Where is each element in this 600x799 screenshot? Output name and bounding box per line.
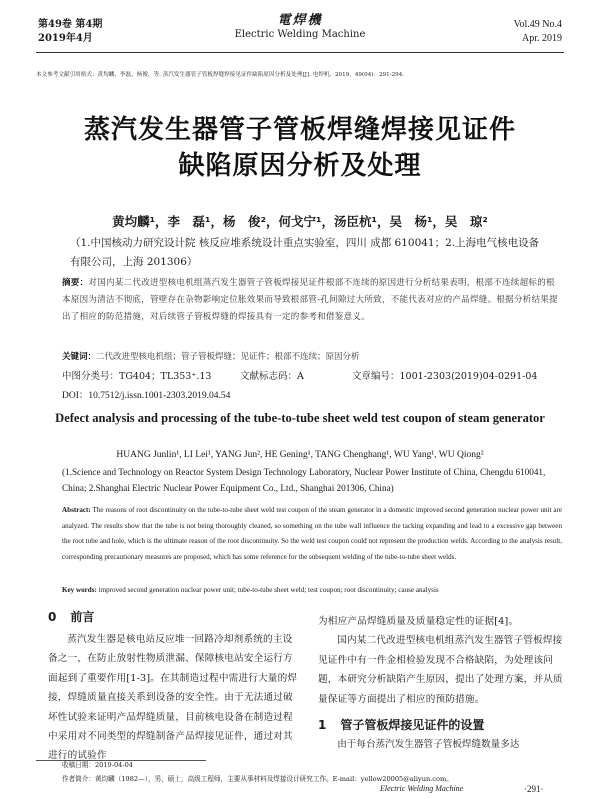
title-en: Defect analysis and processing of the tube-to-tube sheet weld test coupon of steam generator xyxy=(55,411,545,425)
doi: DOI：10.7512/j.issn.1001-2303.2019.04.54 xyxy=(62,391,231,401)
keywords-cn-text: 二代改进型核电机组；管子管板焊缝；见证件；根部不连续；原因分析 xyxy=(96,352,360,362)
header-volume-en-block xyxy=(514,18,562,46)
footnotes xyxy=(62,758,562,786)
clc-number: 中图分类号：TG404；TL353⁺.13 xyxy=(62,371,212,382)
affiliation-en: (1.Science and Technology on Reactor System Design Technology Laboratory, Nuclear Power Institute of China, Chengdu 610041, China; 2.Shanghai Electric Nuclear Power Equipment Co., Ltd., Shanghai 201306, China) xyxy=(62,467,546,493)
received-date: 收稿日期：2019-04-04 xyxy=(62,761,133,769)
abstract-en-text: The reasons of root discontinuity on the tube-to-tube sheet weld test coupon of the steam generator in a domestic improved second generation nuclear power unit are analyzed. The results show that the tube is not being thoroughly cleaned, so something on the tube wall influence the tacking expanding and lead to a excessive gap between the root tube and hole, which is the ultimate reason of the root discontinuity. So the weld test coupon could not represent the production welds. According to the analysis result, corresponding precautionary measures are proposed, which has some reference for the subsequent welding of the tube-to-tube sheet welds. xyxy=(62,506,562,561)
article-number: 文章编号：1001-2303(2019)04-0291-04 xyxy=(352,371,538,382)
abstract-cn xyxy=(62,275,562,326)
header-journal xyxy=(0,14,600,42)
abstract-en-label: Abstract: xyxy=(62,506,91,514)
journal-logo: 電焊機 xyxy=(277,13,323,28)
journal-name-en: Electric Welding Machine xyxy=(234,29,366,40)
abstract-cn-label: 摘要： xyxy=(62,278,89,288)
abstract-en xyxy=(62,503,562,565)
affiliation-cn: （1.中国核动力研究设计院 核反应堆系统设计重点实验室，四川 成都 610041；2.上海电气核电设备有限公司，上海 201306） xyxy=(70,237,540,268)
author-bio: 作者简介：黄均麟（1982—），男，硕士，高级工程师，主要从事材料及焊接设计研究工作。E-mail：yellow20005@aliyun.com。 xyxy=(62,775,453,783)
citation-line: 本文参考文献引用格式：黄均麟，李磊，杨俊，等. 蒸汽发生器管子管板焊缝焊接见证件缺陷原因分析及处理[J]. 电焊机，2019，49(04)：291-294. xyxy=(36,72,405,78)
document-code: 文献标志码：A xyxy=(240,371,304,382)
header-volume-cn: 第49卷 第4期 xyxy=(38,19,103,30)
title-cn-line2: 缺陷原因分析及处理 xyxy=(178,151,422,181)
section-1-para1: 由于每台蒸汽发生器管子管板焊缝数量多达 xyxy=(337,739,520,750)
abstract-cn-text: 对国内某二代改进型核电机组蒸汽发生器管子管板焊接见证件根部不连续的原因进行分析结果表明，根部不连续超标的根本原因为清洁不彻底，管壁存在杂物影响定位胀效果而导致根部管-孔间隙过大所致，不能代表对应的产品焊缝。根据分析结果提出了相应的防范措施，对后续管子管板焊缝的焊接具有一定的参考和借鉴意义。 xyxy=(62,278,558,322)
header-volume-en: Vol.49 No.4 xyxy=(513,19,562,30)
keywords-cn xyxy=(62,349,562,365)
section-0-para1: 蒸汽发生器是核电站反应堆一回路冷却剂系统的主设备之一，在防止放射性物质泄漏、保障核电站安全运行方面起到了重要作用[1-3]。在其制造过程中需进行大量的焊接，焊缝质量直接关系到设备的安全性。由于无法通过破坏性试验来证明产品焊缝质量，目前核电设备在制造过程中采用对不同类型的焊缝制备产品焊接见证件，通过对其进行的试验作 xyxy=(48,634,298,762)
section-0-body-right xyxy=(318,612,564,709)
authors-cn: 黄均麟¹，李 磊¹，杨 俊²，何戈宁¹，汤臣杭¹，吴 杨¹，吴 琼² xyxy=(112,214,488,229)
section-0-body-left xyxy=(48,630,298,766)
section-0-para2: 国内某二代改进型核电机组蒸汽发生器管子管板焊接见证件中有一件金相检验发现不合格缺陷，为处理该问题，本研究分析缺陷产生原因，提出了处理方案，并从质量保证等方面提出了相应的预防措施。 xyxy=(318,635,563,705)
header-rule xyxy=(36,52,564,53)
keywords-en xyxy=(62,583,572,598)
header-date-cn: 2019年4月 xyxy=(38,33,93,44)
section-1-heading xyxy=(318,716,484,733)
authors-en: HUANG Junlin¹, LI Lei¹, YANG Jun², HE Gening¹, TANG Chenghang¹, WU Yang¹, WU Qiong² xyxy=(116,450,484,460)
footer-journal-script: Electric Welding Machine xyxy=(380,784,464,793)
section-0-heading xyxy=(48,608,94,625)
section-1-body xyxy=(318,736,564,754)
classification-line xyxy=(62,369,562,385)
keywords-cn-label: 关键词： xyxy=(62,352,97,362)
section-1-number: 1 xyxy=(318,718,327,732)
section-0-title: 前言 xyxy=(70,610,95,624)
section-0-number: 0 xyxy=(48,610,57,624)
section-1-title: 管子管板焊接见证件的设置 xyxy=(340,718,485,732)
keywords-en-label: Key words: xyxy=(62,586,97,594)
title-cn-line1: 蒸汽发生器管子管板焊缝焊接见证件 xyxy=(83,115,516,145)
keywords-en-text: improved second generation nuclear power unit; tube-to-tube sheet weld; test coupon; root discontinuity; cause analysis xyxy=(98,586,439,594)
section-0-para1-cont: 为相应产品焊缝质量及质量稳定性的证据[4]。 xyxy=(318,616,519,627)
page-number: ·291· xyxy=(524,784,544,794)
header-date-en: Apr. 2019 xyxy=(522,33,562,44)
